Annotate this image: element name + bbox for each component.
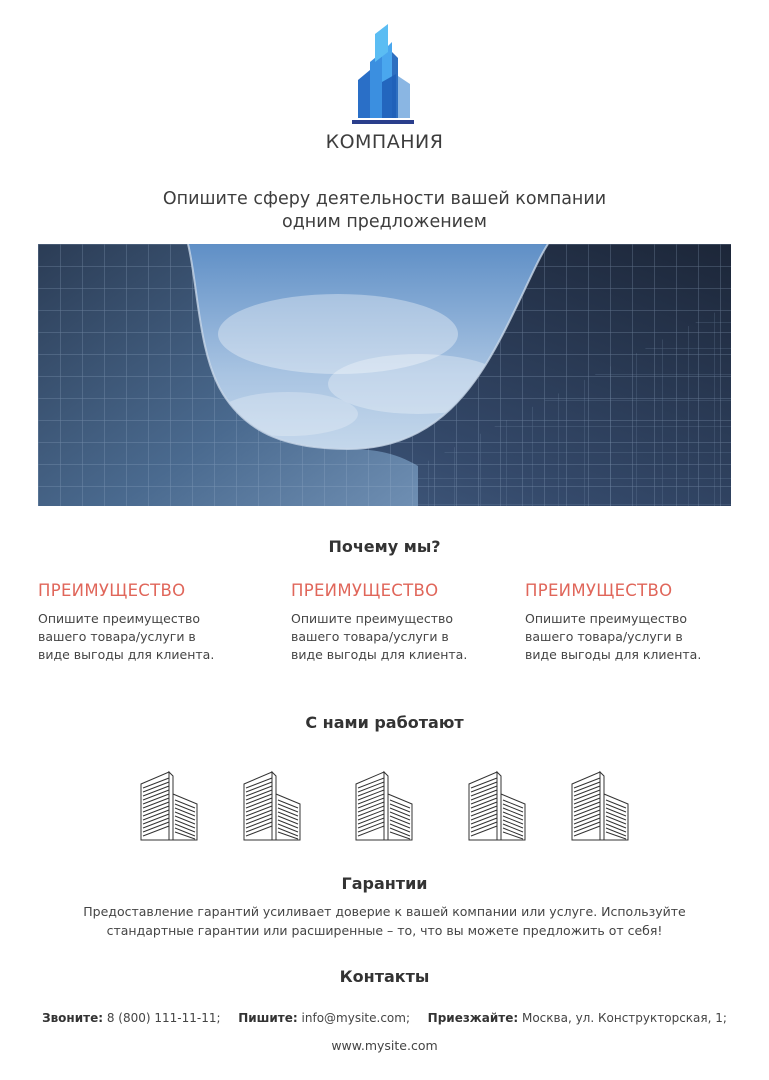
advantage-text-line: Опишите преимущество (38, 611, 201, 626)
guarantees-text-line-2: стандартные гарантии или расширенные – то, что вы можете предложить от себя! (106, 923, 663, 938)
advantage-text-line: Опишите преимущество (291, 611, 454, 626)
advantage-text-line: виде выгоды для клиента. (525, 647, 702, 662)
guarantees-text-line-1: Предоставление гарантий усиливает доверие к вашей компании или услуге. Используйте (83, 904, 686, 919)
advantage-card (291, 581, 501, 664)
advantage-title: ПРЕИМУЩЕСТВО (38, 581, 186, 600)
building-icon (354, 770, 414, 842)
advantage-text-line: вашего товара/услуги в (291, 629, 449, 644)
building-icon (242, 770, 302, 842)
advantage-title: ПРЕИМУЩЕСТВО (291, 581, 439, 600)
advantage-card (525, 581, 735, 664)
partner-logos (0, 770, 769, 844)
advantage-card (38, 581, 248, 664)
visit-label: Приезжайте: (427, 1011, 519, 1025)
email-link[interactable]: info@mysite.com; (301, 1011, 410, 1025)
partners-title: С нами работают (305, 713, 464, 732)
company-tagline (0, 188, 769, 234)
building-icon (467, 770, 527, 842)
company-logo (348, 22, 420, 126)
guarantees-title: Гарантии (341, 874, 428, 893)
tagline-line-1: Опишите сферу деятельности вашей компании (162, 189, 607, 209)
why-us-title: Почему мы? (328, 537, 441, 556)
advantage-text-line: виде выгоды для клиента. (291, 647, 468, 662)
call-label: Звоните: (42, 1011, 104, 1025)
write-label: Пишите: (238, 1011, 298, 1025)
advantage-title: ПРЕИМУЩЕСТВО (525, 581, 673, 600)
contacts-line (0, 1011, 769, 1025)
address: Москва, ул. Конструкторская, 1; (521, 1011, 727, 1025)
hero-image (38, 244, 731, 506)
tagline-line-2: одним предложением (281, 212, 487, 232)
advantage-text-line: виде выгоды для клиента. (38, 647, 215, 662)
guarantees-text (0, 902, 769, 940)
advantage-text (38, 610, 248, 664)
contacts-title: Контакты (339, 967, 430, 986)
advantage-text (525, 610, 735, 664)
website-link[interactable]: www.mysite.com (331, 1038, 438, 1053)
building-icon (139, 770, 199, 842)
company-name: КОМПАНИЯ (325, 131, 444, 153)
advantage-text-line: вашего товара/услуги в (525, 629, 683, 644)
advantage-text-line: Опишите преимущество (525, 611, 688, 626)
advantage-text (291, 610, 501, 664)
phone-number[interactable]: 8 (800) 111-11-11; (106, 1011, 221, 1025)
advantage-text-line: вашего товара/услуги в (38, 629, 196, 644)
building-icon (570, 770, 630, 842)
